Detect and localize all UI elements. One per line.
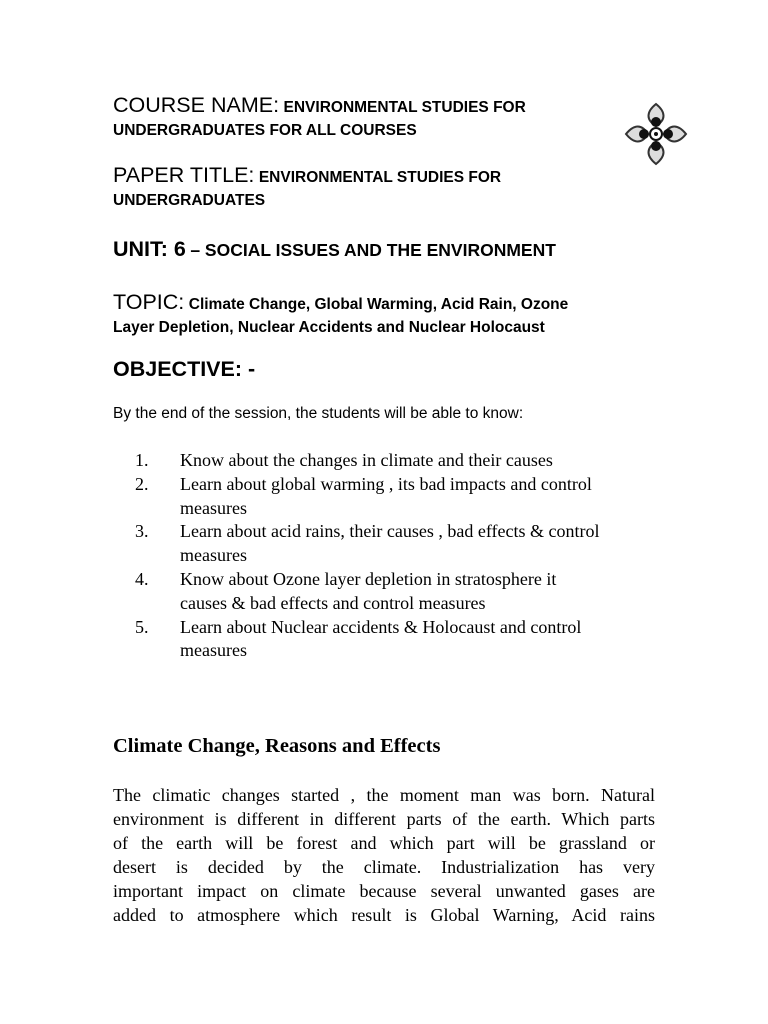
- course-name-label: COURSE NAME:: [113, 93, 280, 117]
- paper-title-value-line1: ENVIRONMENTAL STUDIES FOR: [258, 169, 502, 186]
- objective-item: 5. Learn about Nuclear accidents & Holocaust and control measures: [135, 616, 582, 661]
- topic-value-line2: Layer Depletion, Nuclear Accidents and Nuclear Holocaust: [113, 319, 545, 336]
- paper-title-block: [113, 164, 673, 212]
- topic-value-line1: Climate Change, Global Warming, Acid Rain, Ozone: [188, 296, 569, 313]
- objective-item: 3. Learn about acid rains, their causes , bad effects & control measures: [135, 521, 600, 566]
- course-name-block: [113, 94, 673, 142]
- topic-label: TOPIC:: [113, 290, 185, 314]
- paper-title-value-line2: UNDERGRADUATES: [113, 192, 266, 209]
- topic-block: [113, 291, 673, 339]
- objective-list: [135, 449, 675, 663]
- objective-item: 1. Know about the changes in climate and their causes: [135, 450, 553, 470]
- section-heading: Climate Change, Reasons and Effects: [113, 735, 441, 757]
- objective-item: 4. Know about Ozone layer depletion in stratosphere it causes & bad effects and control measures: [135, 568, 557, 613]
- course-name-value-line2: UNDERGRADUATES FOR ALL COURSES: [113, 122, 417, 139]
- objective-item: 2. Learn about global warming , its bad impacts and control measures: [135, 473, 592, 518]
- objective-intro: By the end of the session, the students will be able to know:: [113, 405, 524, 422]
- course-name-value-line1: ENVIRONMENTAL STUDIES FOR: [283, 99, 526, 116]
- paper-title-label: PAPER TITLE:: [113, 163, 255, 187]
- unit-label: UNIT: 6: [113, 237, 186, 261]
- unit-value: – SOCIAL ISSUES AND THE ENVIRONMENT: [190, 240, 556, 260]
- ornamental-flower-logo-icon: [622, 100, 690, 168]
- body-paragraph: The climatic changes started , the moment man was born. Natural environment is different in different parts of the earth. Which parts of the earth will be forest and which part will be grassland or desert is decided by the climate. Industrialization has very important impact on climate because several unwanted gases are added to atmosphere which result is Global Warning, Acid rains: [113, 785, 655, 925]
- objective-heading: OBJECTIVE: -: [113, 357, 256, 381]
- unit-block: [113, 238, 673, 263]
